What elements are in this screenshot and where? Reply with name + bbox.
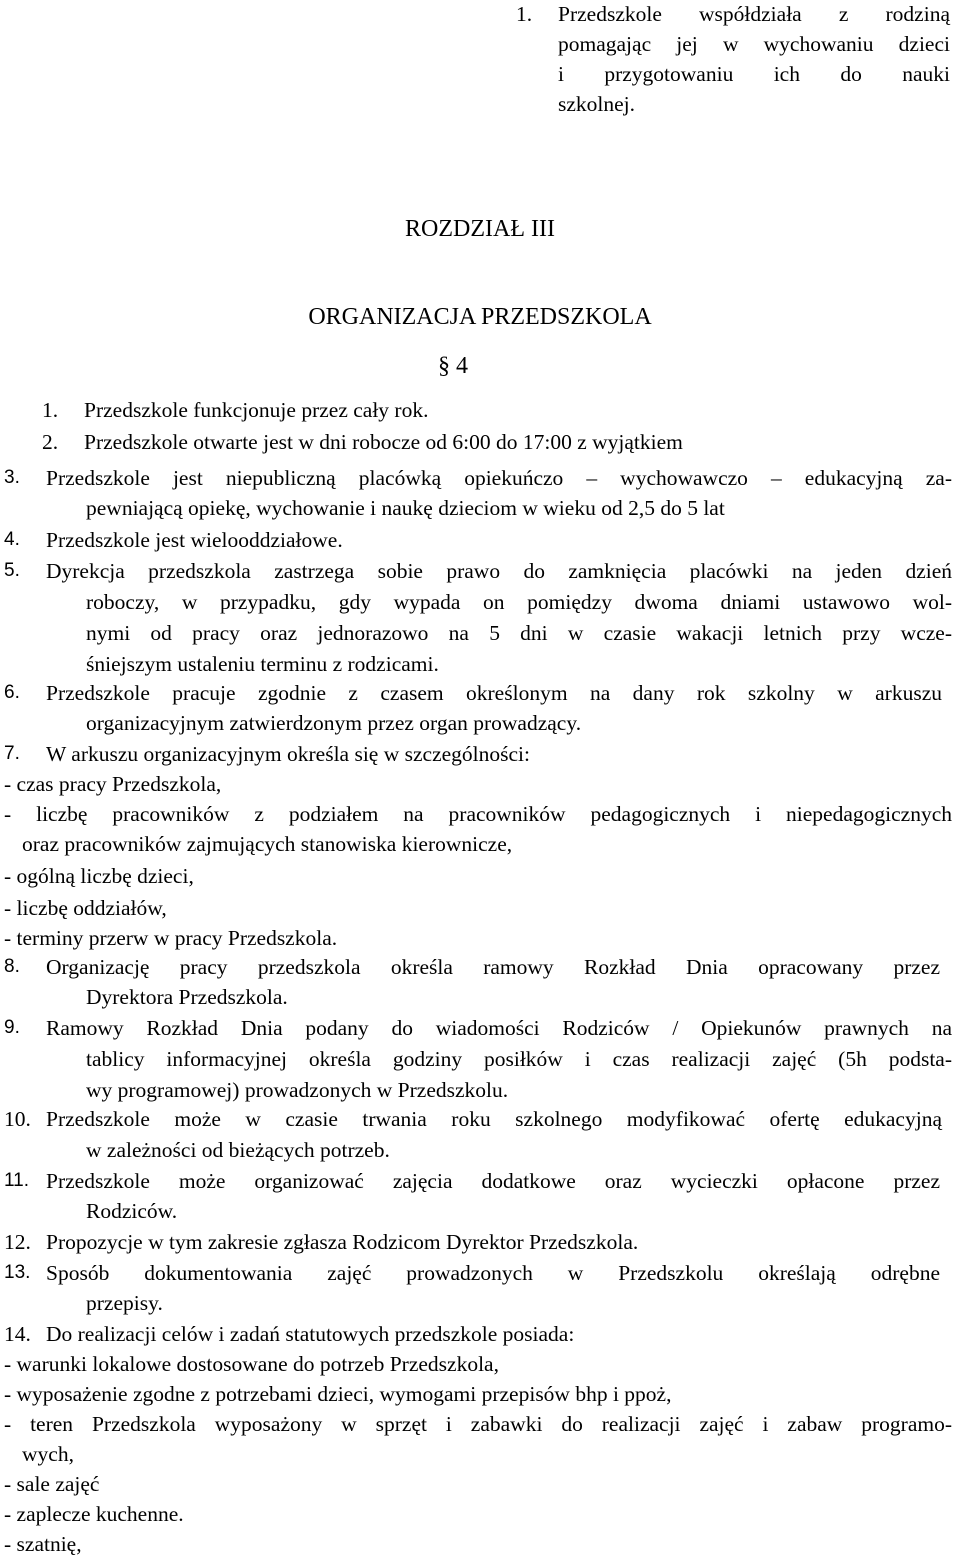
section-number: § 4 <box>438 353 468 379</box>
intro-line: i przygotowaniu ich do nauki <box>558 62 950 86</box>
item-number: 4. <box>4 529 20 550</box>
item-text: roboczy, w przypadku, gdy wypada on pomiędzy dwoma dniami ustawowo wol- <box>86 590 952 614</box>
item-text: śniejszym ustaleniu terminu z rodzicami. <box>86 652 439 676</box>
item-text: Przedszkole pracuje zgodnie z czasem określonym na dany rok szkolny w arkuszu <box>46 681 942 705</box>
list-item: - ogólną liczbę dzieci, <box>4 864 194 888</box>
item-number: 9. <box>4 1017 20 1038</box>
item-number: 1. <box>42 398 59 422</box>
item-text: wy programowej) prowadzonych w Przedszkolu. <box>86 1078 509 1102</box>
list-item: oraz pracowników zajmujących stanowiska kierownicze, <box>22 832 513 856</box>
item-text: przepisy. <box>86 1291 163 1315</box>
list-item: - zaplecze kuchenne. <box>4 1502 184 1526</box>
item-text: Przedszkole może w czasie trwania roku szkolnego modyfikować ofertę edukacyjną <box>46 1107 942 1131</box>
item-number: 7. <box>4 743 20 764</box>
item-text: Przedszkole funkcjonuje przez cały rok. <box>84 398 429 422</box>
item-text: W arkuszu organizacyjnym określa się w szczególności: <box>46 742 530 766</box>
item-text: Sposób dokumentowania zajęć prowadzonych w Przedszkolu określają odrębne <box>46 1261 940 1285</box>
item-number: 2. <box>42 430 59 454</box>
intro-number: 1. <box>516 2 533 26</box>
item-text: tablicy informacyjnej określa godziny posiłków i czas realizacji zajęć (5h podsta- <box>86 1047 952 1071</box>
item-text: Przedszkole jest wielooddziałowe. <box>46 528 343 552</box>
list-item: - czas pracy Przedszkola, <box>4 772 222 796</box>
list-item: - terminy przerw w pracy Przedszkola. <box>4 926 338 950</box>
list-item: - warunki lokalowe dostosowane do potrzeb Przedszkola, <box>4 1352 499 1376</box>
chapter-title: ROZDZIAŁ III <box>405 216 555 242</box>
item-number: 3. <box>4 467 20 488</box>
item-text: Dyrektora Przedszkola. <box>86 985 288 1009</box>
item-text: Przedszkole jest niepubliczną placówką opiekuńczo – wychowawczo – edukacyjną za- <box>46 466 952 490</box>
intro-line: Przedszkole współdziała z rodziną <box>558 2 950 26</box>
item-number: 12. <box>4 1230 31 1254</box>
list-item: - szatnię, <box>4 1532 82 1556</box>
item-text: pewniającą opiekę, wychowanie i naukę dzieciom w wieku od 2,5 do 5 lat <box>86 496 725 520</box>
item-text: Organizację pracy przedszkola określa ramowy Rozkład Dnia opracowany przez <box>46 955 940 979</box>
item-number: 10. <box>4 1107 31 1131</box>
list-item: - liczbę pracowników z podziałem na pracowników pedagogicznych i niepedagogicznych <box>4 802 952 826</box>
item-text: Przedszkole otwarte jest w dni robocze od 6:00 do 17:00 z wyjątkiem <box>84 430 683 454</box>
item-text: nymi od pracy oraz jednorazowo na 5 dni w czasie wakacji letnich przy wcze- <box>86 621 952 645</box>
intro-line: pomagając jej w wychowaniu dzieci <box>558 32 950 56</box>
item-number: 5. <box>4 560 20 581</box>
item-text: Dyrekcja przedszkola zastrzega sobie prawo do zamknięcia placówki na jeden dzień <box>46 559 952 583</box>
item-number: 13. <box>4 1262 31 1283</box>
item-text: Propozycje w tym zakresie zgłasza Rodzicom Dyrektor Przedszkola. <box>46 1230 639 1254</box>
item-text: w zależności od bieżących potrzeb. <box>86 1138 390 1162</box>
list-item: - teren Przedszkola wyposażony w sprzęt i zabawki do realizacji zajęć i zabaw programo- <box>4 1412 952 1436</box>
item-text: Rodziców. <box>86 1199 178 1223</box>
chapter-subtitle: ORGANIZACJA PRZEDSZKOLA <box>308 304 652 330</box>
item-text: organizacyjnym zatwierdzonym przez organ prowadzący. <box>86 711 582 735</box>
list-item: - liczbę oddziałów, <box>4 896 167 920</box>
list-item: - wyposażenie zgodne z potrzebami dzieci, wymogami przepisów bhp i ppoż, <box>4 1382 672 1406</box>
list-item: - sale zajęć <box>4 1472 100 1496</box>
item-text: Przedszkole może organizować zajęcia dodatkowe oraz wycieczki opłacone przez <box>46 1169 940 1193</box>
item-number: 6. <box>4 682 20 703</box>
item-text: Ramowy Rozkład Dnia podany do wiadomości Rodziców / Opiekunów prawnych na <box>46 1016 952 1040</box>
item-text: Do realizacji celów i zadań statutowych przedszkole posiada: <box>46 1322 575 1346</box>
item-number: 11. <box>4 1170 30 1191</box>
item-number: 14. <box>4 1322 31 1346</box>
intro-line: szkolnej. <box>558 92 636 116</box>
list-item: wych, <box>22 1442 74 1466</box>
item-number: 8. <box>4 956 20 977</box>
